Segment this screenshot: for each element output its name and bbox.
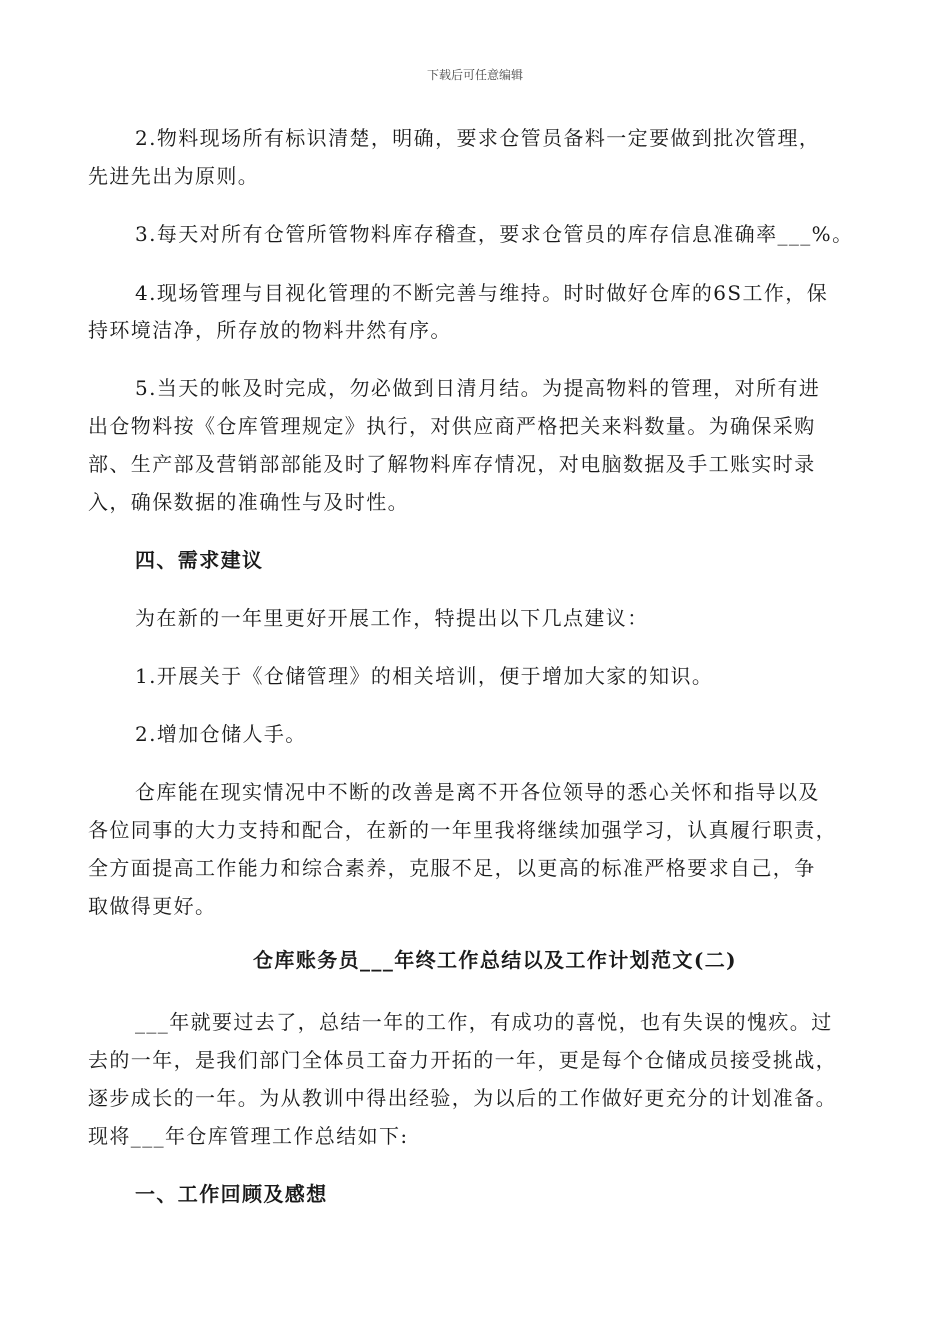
paragraph-line: 取做得更好。 [88,894,217,918]
list-item: 2.增加仓储人手。 [135,722,307,746]
paragraph-line: ___年就要过去了，总结一年的工作，有成功的喜悦，也有失误的愧疚。过 [135,1010,833,1034]
paragraph-line: 全方面提高工作能力和综合素养，克服不足，以更高的标准严格要求自己，争 [88,856,816,880]
document-title: 仓库账务员___年终工作总结以及工作计划范文(二) [253,948,737,972]
paragraph-line: 现将___年仓库管理工作总结如下: [88,1124,409,1148]
paragraph-line: 3.每天对所有仓管所管物料库存稽查，要求仓管员的库存信息准确率___%。 [135,222,854,246]
paragraph-line: 5.当天的帐及时完成，勿必做到日清月结。为提高物料的管理，对所有进 [135,376,821,400]
list-item: 1.开展关于《仓储管理》的相关培训，便于增加大家的知识。 [135,664,714,688]
paragraph-line: 为在新的一年里更好开展工作，特提出以下几点建议： [135,606,649,630]
paragraph-line: 各位同事的大力支持和配合，在新的一年里我将继续加强学习，认真履行职责， [88,818,837,842]
paragraph-line: 2.物料现场所有标识清楚，明确，要求仓管员备料一定要做到批次管理， [135,126,821,150]
paragraph-line: 持环境洁净，所存放的物料井然有序。 [88,318,452,342]
paragraph-line: 去的一年，是我们部门全体员工奋力开拓的一年，更是每个仓储成员接受挑战， [88,1048,837,1072]
header-note: 下载后可任意编辑 [426,68,523,82]
paragraph-line: 部、生产部及营销部部能及时了解物料库存情况，对电脑数据及手工账实时录 [88,452,816,476]
paragraph-line: 先进先出为原则。 [88,164,260,188]
paragraph-line: 4.现场管理与目视化管理的不断完善与维持。时时做好仓库的6S工作，保 [135,281,829,305]
paragraph-line: 逐步成长的一年。为从教训中得出经验，为以后的工作做好更充分的计划准备。 [88,1086,837,1110]
section-heading: 四、需求建议 [135,548,264,572]
paragraph-line: 入，确保数据的准确性与及时性。 [88,490,409,514]
paragraph-line: 仓库能在现实情况中不断的改善是离不开各位领导的悉心关怀和指导以及 [135,780,820,804]
section-heading: 一、工作回顾及感想 [135,1182,328,1206]
paragraph-line: 出仓物料按《仓库管理规定》执行，对供应商严格把关来料数量。为确保采购 [88,414,816,438]
